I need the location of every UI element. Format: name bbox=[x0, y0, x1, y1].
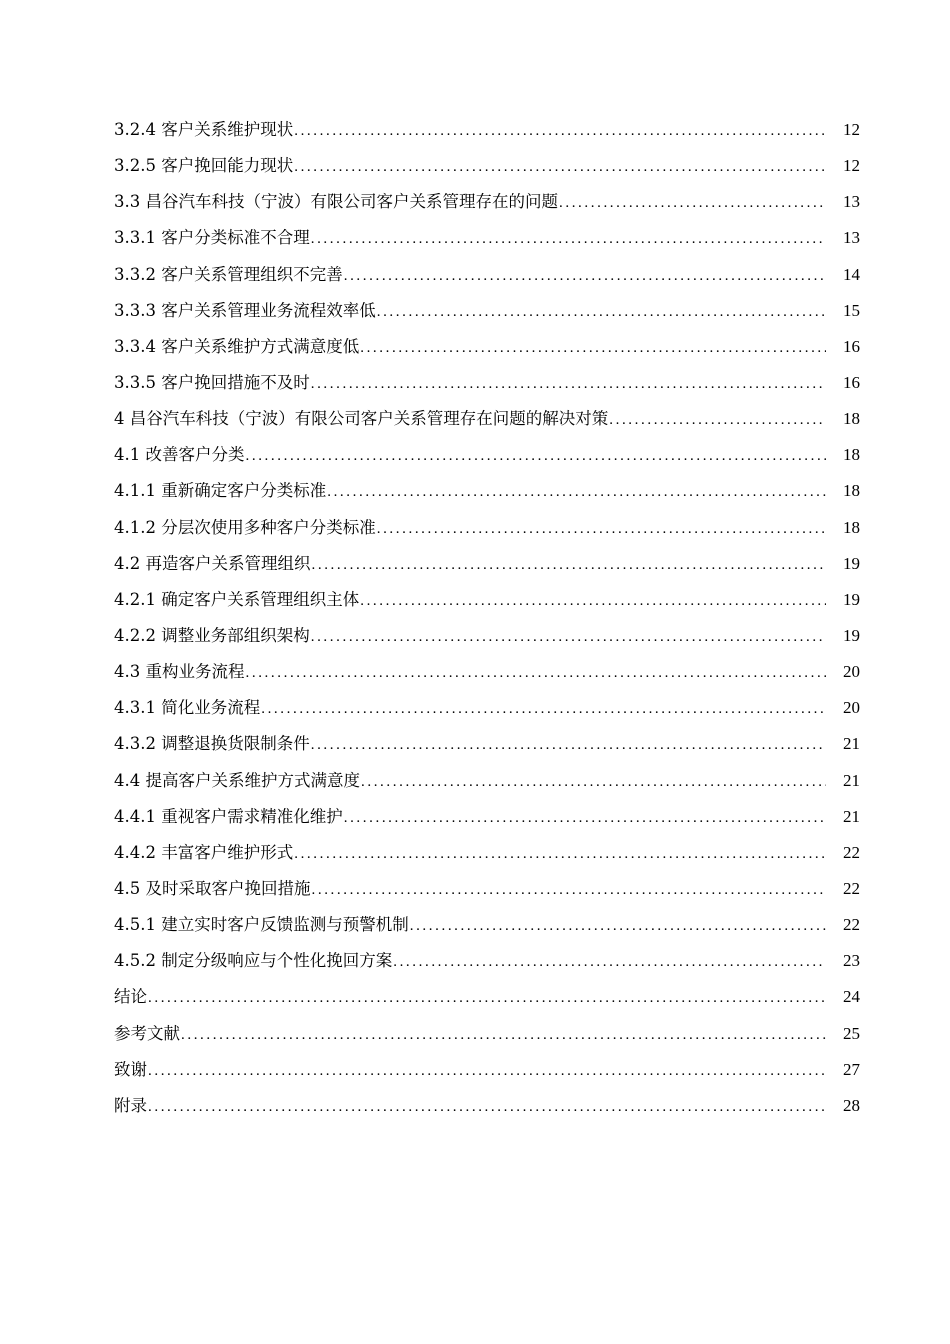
toc-entry-page: 24 bbox=[843, 987, 860, 1007]
toc-entry[interactable] bbox=[114, 907, 860, 943]
toc-entry-title: 4.2.1 确定客户关系管理组织主体 bbox=[114, 589, 360, 609]
toc-dot-leader bbox=[147, 980, 826, 1015]
toc-entry-title: 4 昌谷汽车科技（宁波）有限公司客户关系管理存在问题的解决对策 bbox=[114, 409, 609, 429]
toc-dot-leader bbox=[343, 258, 826, 293]
table-of-contents bbox=[114, 112, 860, 1124]
toc-entry-page: 22 bbox=[843, 842, 860, 862]
toc-entry-page: 18 bbox=[843, 517, 860, 537]
toc-entry-page: 18 bbox=[843, 481, 860, 501]
toc-entry-page: 19 bbox=[843, 625, 860, 645]
toc-dot-leader bbox=[293, 836, 826, 871]
toc-entry-title: 附录 bbox=[114, 1095, 147, 1115]
toc-entry-title: 3.3 昌谷汽车科技（宁波）有限公司客户关系管理存在的问题 bbox=[114, 192, 558, 212]
toc-dot-leader bbox=[310, 366, 826, 401]
toc-dot-leader bbox=[392, 944, 826, 979]
toc-dot-leader bbox=[260, 691, 826, 726]
toc-dot-leader bbox=[147, 1089, 826, 1124]
toc-entry-title: 3.3.5 客户挽回措施不及时 bbox=[114, 372, 310, 392]
toc-entry-title: 4.1.1 重新确定客户分类标准 bbox=[114, 481, 327, 501]
toc-entry-page: 13 bbox=[843, 192, 860, 212]
toc-entry[interactable] bbox=[114, 329, 860, 365]
toc-entry[interactable] bbox=[114, 257, 860, 293]
toc-entry[interactable] bbox=[114, 726, 860, 762]
toc-entry-page: 12 bbox=[843, 120, 860, 139]
toc-dot-leader bbox=[147, 1053, 826, 1088]
toc-entry[interactable] bbox=[114, 1016, 860, 1052]
toc-dot-leader bbox=[245, 655, 827, 690]
toc-entry[interactable] bbox=[114, 546, 860, 582]
toc-entry[interactable] bbox=[114, 1052, 860, 1088]
toc-entry-page: 18 bbox=[843, 445, 860, 465]
toc-entry[interactable] bbox=[114, 618, 860, 654]
toc-entry-title: 3.3.3 客户关系管理业务流程效率低 bbox=[114, 300, 376, 320]
toc-entry-title: 4.2 再造客户关系管理组织 bbox=[114, 553, 311, 573]
toc-entry-title: 3.2.4 客户关系维护现状 bbox=[114, 120, 294, 139]
toc-entry[interactable] bbox=[114, 293, 860, 329]
toc-entry-page: 25 bbox=[843, 1023, 860, 1043]
toc-entry-page: 21 bbox=[843, 734, 860, 754]
toc-entry-title: 4.3 重构业务流程 bbox=[114, 662, 245, 682]
toc-dot-leader bbox=[326, 474, 826, 509]
toc-entry-page: 19 bbox=[843, 553, 860, 573]
toc-entry[interactable] bbox=[114, 654, 860, 690]
toc-entry-title: 致谢 bbox=[114, 1059, 147, 1079]
toc-entry-title: 4.3.1 简化业务流程 bbox=[114, 698, 261, 718]
toc-entry-page: 23 bbox=[843, 951, 860, 971]
toc-entry-page: 21 bbox=[843, 806, 860, 826]
toc-entry-page: 20 bbox=[843, 698, 860, 718]
toc-entry-page: 16 bbox=[843, 336, 860, 356]
toc-dot-leader bbox=[359, 330, 826, 365]
toc-entry-page: 14 bbox=[843, 264, 860, 284]
toc-entry-title: 4.4 提高客户关系维护方式满意度 bbox=[114, 770, 360, 790]
toc-entry-title: 3.3.4 客户关系维护方式满意度低 bbox=[114, 336, 360, 356]
toc-dot-leader bbox=[180, 1017, 826, 1052]
toc-entry[interactable] bbox=[114, 582, 860, 618]
toc-dot-leader bbox=[409, 908, 826, 943]
toc-entry[interactable] bbox=[114, 112, 860, 148]
toc-entry-title: 结论 bbox=[114, 987, 147, 1007]
toc-entry-title: 4.3.2 调整退换货限制条件 bbox=[114, 734, 310, 754]
toc-entry-page: 22 bbox=[843, 878, 860, 898]
toc-dot-leader bbox=[310, 727, 826, 762]
toc-dot-leader bbox=[311, 547, 827, 582]
toc-entry-title: 4.2.2 调整业务部组织架构 bbox=[114, 625, 310, 645]
toc-entry-title: 4.5.1 建立实时客户反馈监测与预警机制 bbox=[114, 915, 409, 935]
toc-entry[interactable] bbox=[114, 1088, 860, 1124]
toc-dot-leader bbox=[360, 764, 826, 799]
toc-entry-title: 参考文献 bbox=[114, 1023, 180, 1043]
toc-entry-title: 4.1.2 分层次使用多种客户分类标准 bbox=[114, 517, 376, 537]
toc-dot-leader bbox=[343, 800, 826, 835]
toc-entry-title: 4.4.1 重视客户需求精准化维护 bbox=[114, 806, 343, 826]
toc-entry-page: 13 bbox=[843, 228, 860, 248]
toc-entry-page: 22 bbox=[843, 915, 860, 935]
toc-dot-leader bbox=[310, 619, 826, 654]
toc-entry-page: 12 bbox=[843, 156, 860, 176]
toc-entry-title: 3.3.1 客户分类标准不合理 bbox=[114, 228, 310, 248]
toc-entry[interactable] bbox=[114, 763, 860, 799]
toc-entry-title: 4.5 及时采取客户挽回措施 bbox=[114, 878, 311, 898]
toc-dot-leader bbox=[376, 294, 826, 329]
toc-entry[interactable] bbox=[114, 871, 860, 907]
toc-entry[interactable] bbox=[114, 943, 860, 979]
toc-dot-leader bbox=[293, 113, 826, 148]
toc-entry[interactable] bbox=[114, 979, 860, 1015]
toc-entry-page: 16 bbox=[843, 372, 860, 392]
toc-entry-page: 19 bbox=[843, 589, 860, 609]
toc-entry-title: 4.4.2 丰富客户维护形式 bbox=[114, 842, 294, 862]
toc-entry-page: 21 bbox=[843, 770, 860, 790]
toc-entry-title: 4.5.2 制定分级响应与个性化挽回方案 bbox=[114, 951, 393, 971]
toc-dot-leader bbox=[376, 511, 826, 546]
toc-dot-leader bbox=[310, 221, 826, 256]
toc-entry[interactable] bbox=[114, 510, 860, 546]
toc-entry[interactable] bbox=[114, 148, 860, 184]
toc-dot-leader bbox=[293, 149, 826, 184]
toc-entry[interactable] bbox=[114, 401, 860, 437]
toc-entry-title: 3.3.2 客户关系管理组织不完善 bbox=[114, 264, 343, 284]
toc-dot-leader bbox=[311, 872, 827, 907]
toc-entry-page: 27 bbox=[843, 1059, 860, 1079]
toc-entry[interactable] bbox=[114, 473, 860, 509]
toc-entry-page: 15 bbox=[843, 300, 860, 320]
toc-entry-page: 18 bbox=[843, 409, 860, 429]
toc-entry-page: 28 bbox=[843, 1095, 860, 1115]
toc-entry-page: 20 bbox=[843, 662, 860, 682]
toc-entry[interactable] bbox=[114, 835, 860, 871]
toc-entry[interactable] bbox=[114, 184, 860, 220]
toc-dot-leader bbox=[558, 185, 826, 220]
toc-entry[interactable] bbox=[114, 365, 860, 401]
toc-entry-title: 4.1 改善客户分类 bbox=[114, 445, 245, 465]
toc-entry[interactable] bbox=[114, 799, 860, 835]
toc-dot-leader bbox=[245, 438, 827, 473]
toc-entry[interactable] bbox=[114, 220, 860, 256]
toc-entry-title: 3.2.5 客户挽回能力现状 bbox=[114, 156, 294, 176]
toc-dot-leader bbox=[359, 583, 826, 618]
toc-entry[interactable] bbox=[114, 437, 860, 473]
toc-dot-leader bbox=[608, 402, 826, 437]
toc-entry[interactable] bbox=[114, 690, 860, 726]
